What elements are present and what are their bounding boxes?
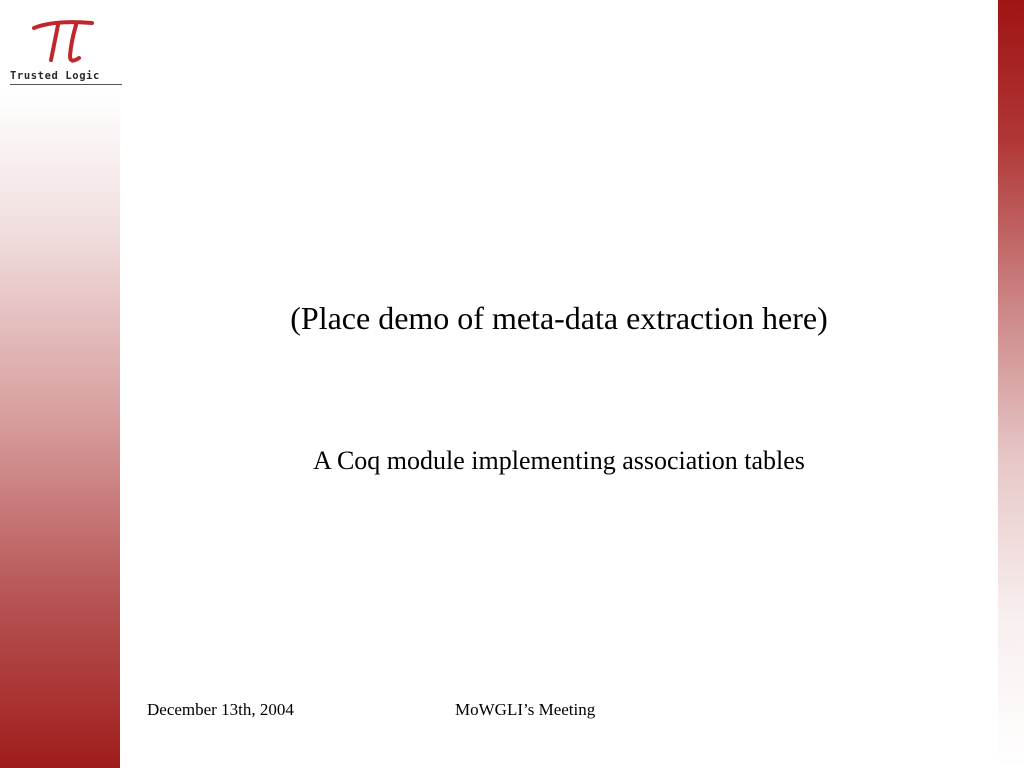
logo-underline bbox=[10, 84, 122, 85]
footer-date: December 13th, 2004 bbox=[147, 700, 294, 719]
right-gradient-band bbox=[998, 0, 1024, 768]
footer-event: MoWGLI’s Meeting bbox=[455, 700, 596, 719]
logo-wordmark: Trusted Logic bbox=[10, 70, 100, 82]
slide-main-text: (Place demo of meta-data extraction here) bbox=[290, 300, 828, 336]
tl-monogram-icon bbox=[8, 18, 122, 66]
left-gradient-band bbox=[0, 0, 120, 768]
trusted-logic-logo bbox=[8, 18, 122, 88]
slide-sub-text: A Coq module implementing association tables bbox=[313, 446, 805, 475]
